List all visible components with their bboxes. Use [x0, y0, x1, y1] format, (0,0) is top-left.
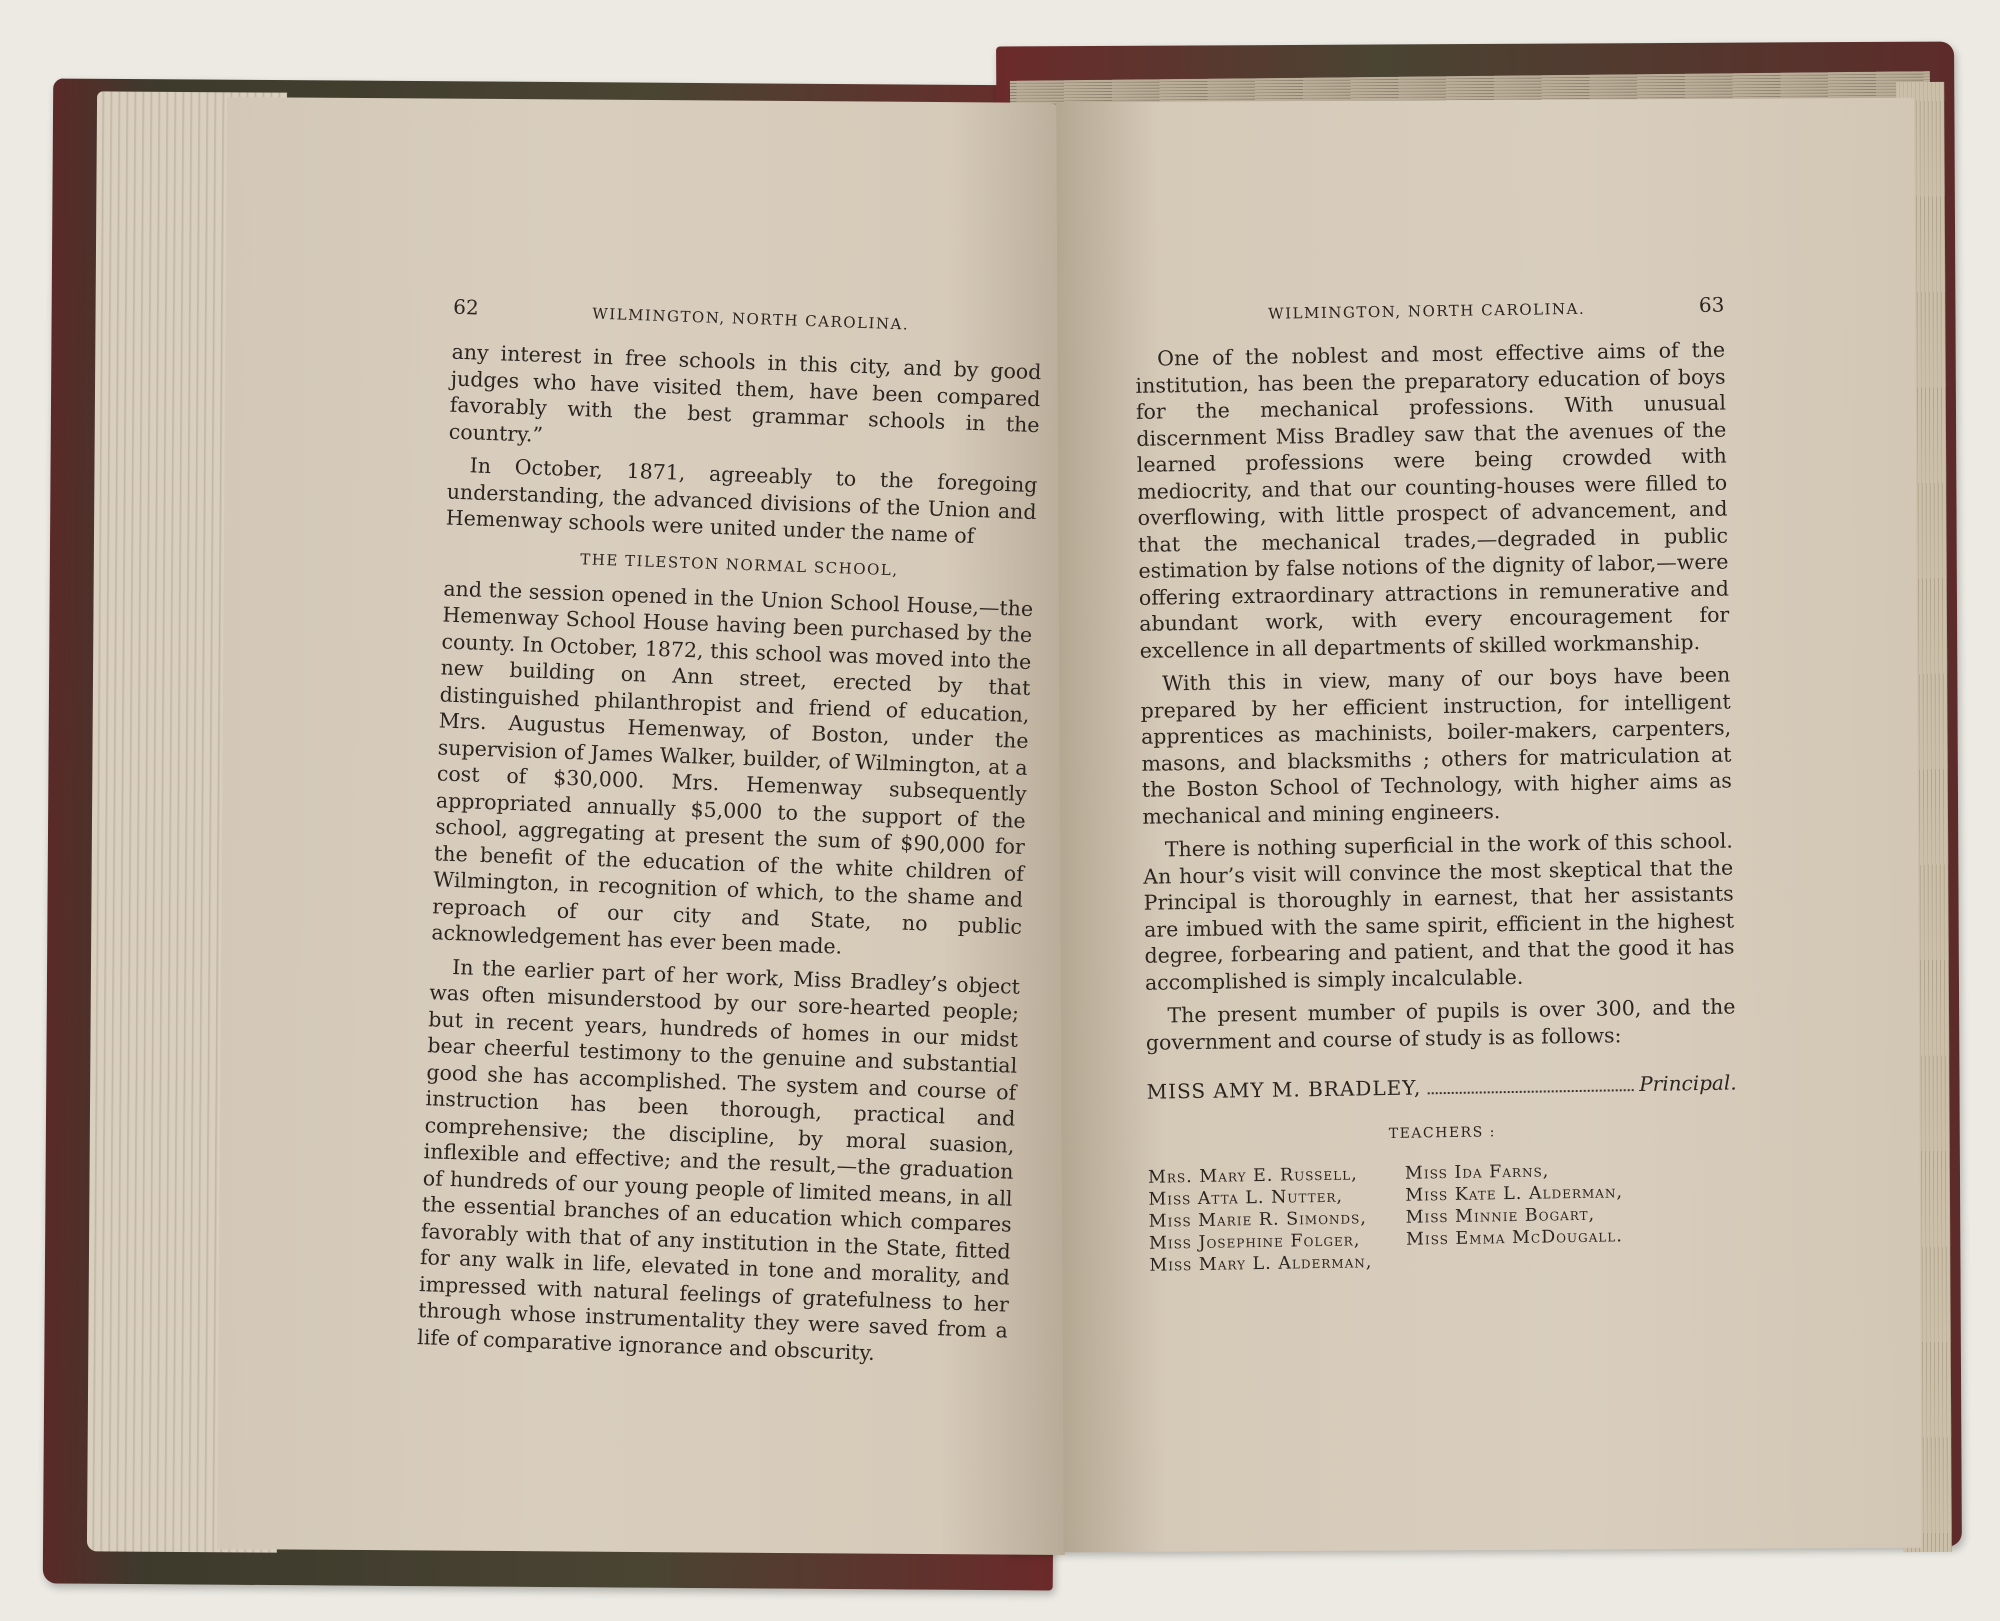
running-head-title-right: WILMINGTON, NORTH CAROLINA.: [1268, 299, 1586, 323]
running-head-title-left: WILMINGTON, NORTH CAROLINA.: [592, 304, 910, 334]
teacher-name: Mrs. Mary E. Russell,: [1147, 1164, 1358, 1188]
teacher-name: Miss Ida Farns,: [1404, 1161, 1550, 1184]
left-page: [217, 97, 1075, 1555]
teachers-heading: TEACHERS :: [1388, 1124, 1497, 1142]
page-number-left: 62: [452, 294, 480, 320]
teachers-column-2: [1405, 1160, 1624, 1271]
page-number-right: 63: [1698, 292, 1725, 317]
paragraph: With this in view, many of our boys have been prepared by her efficient instruction, for intelligent apprentices as machinists, boiler-makers, carpenters, masons, and blacksmiths ; others for matriculation at the Boston School of Technology, with higher aims as mechanical and mining engineers.: [1140, 662, 1733, 829]
teacher-name: Miss Atta L. Nutter,: [1148, 1186, 1344, 1210]
right-page-text: [1134, 293, 1739, 1276]
paragraph: The present mumber of pupils is over 300, and the government and course of study is as follows:: [1145, 994, 1736, 1055]
paragraph: In the earlier part of her work, Miss Bradley’s object was often misunderstood by our sore-hearted people; but in recent years, hundreds of homes in our midst bear cheerful testimony to the genuine and substantial good she has accomplished. The system and course of instruction has been thorough, practical and comprehensive; the discipline, by moral suasion, inflexible and effective; and the result,—the graduation of hundreds of our young people of limited means, in all the essential branches of an education which compares favorably with that of any institution in the State, fitted for any walk in life, elevated in tone and morality, and impressed with natural feelings of gratefulness to her through whose instrumentality they were saved from a life of comparative ignorance and obscurity.: [416, 954, 1021, 1365]
section-heading: THE TILESTON NORMAL SCHOOL,: [580, 549, 899, 579]
right-running-head: [1134, 293, 1724, 326]
principal-line: [1146, 1070, 1736, 1103]
teachers-list: [1148, 1158, 1740, 1275]
left-running-head: [453, 295, 1043, 340]
teacher-name: Miss Emma McDougall.: [1405, 1226, 1624, 1250]
teacher-name: Miss Kate L. Alderman,: [1405, 1182, 1624, 1206]
principal-role: Principal.: [1639, 1070, 1737, 1097]
teacher-name: Miss Minnie Bogart,: [1405, 1204, 1596, 1228]
right-page: [1056, 98, 1922, 1552]
paragraph: There is nothing superficial in the work of this school. An hour’s visit will convince the most skeptical that the Principal is thoroughly in earnest, that her assistants are imbued with the same spirit, efficient in the highest degree, forbearing and patient, and that the good it has accomplished is simply incalculable.: [1143, 828, 1735, 995]
paragraph: and the session opened in the Union School House,—the Hemenway School House having been purchased by the county. In October, 1872, this school was moved into the new building on Ann street, erected by that distinguished philanthropist and friend of education, Mrs. Augustus Hemenway, of Boston, under the supervision of James Walker, builder, of Wilmington, at a cost of $30,000. Mrs. Hemenway subsequently appropriated annually $5,000 to the support of the school, aggregating at present the sum of $90,000 for the benefit of the education of the white children of Wilmington, in recognition of which, to the shame and reproach of our city and State, no public acknowledgement has ever been made.: [431, 575, 1034, 959]
teacher-name: Miss Marie R. Simonds,: [1148, 1208, 1368, 1232]
paragraph: In October, 1871, agreeably to the foregoing understanding, the advanced divisions of the Union and Hemenway schools were united under the name of: [445, 453, 1038, 548]
teacher-name: Miss Mary L. Alderman,: [1149, 1252, 1373, 1276]
paragraph: One of the noblest and most effective aims of the institution, has been the preparatory education of boys for the mechanical professions. With unusual discernment Miss Bradley saw that the avenues of the learned professions were being crowded with mediocrity, and that our counting-houses were filled to overflowing, with little prospect of advancement, and that the mechanical trades,—degraded in public estimation by false notions of the dignity of labor,—were offering extraordinary attractions in remunerative and abundant work, with every encouragement for excellence in all departments of skilled workmanship.: [1135, 337, 1730, 663]
leader-dots: [1427, 1089, 1633, 1094]
teachers-column-1: [1148, 1164, 1373, 1275]
principal-name: MISS AMY M. BRADLEY,: [1146, 1075, 1422, 1104]
paragraph: any interest in free schools in this city, and by good judges who have visited them, have been compared favorably with the best grammar schools in the country.”: [448, 339, 1042, 447]
left-page-text: [417, 295, 1043, 1371]
teacher-name: Miss Josephine Folger,: [1148, 1230, 1361, 1254]
